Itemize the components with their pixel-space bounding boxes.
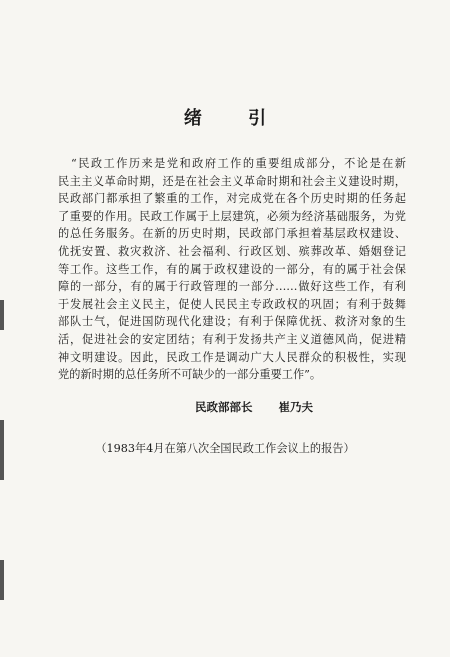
source-note: （1983年4月在第八次全国民政工作会议上的报告）	[95, 442, 355, 455]
signature-position: 民政部部长	[195, 400, 253, 414]
paragraph-line: 党的新时期的总任务所不可缺少的一部分重要工作”。	[58, 368, 322, 382]
paragraph-line: 了重要的作用。民政工作属于上层建筑，必须为经济基础服务，为党	[58, 209, 406, 223]
paragraph-line: 优抚安置、救灾救济、社会福利、行政区划、殡葬改革、婚姻登记	[58, 244, 406, 258]
paragraph-line: 等工作。这些工作，有的属于政权建设的一部分，有的属于社会保	[58, 262, 406, 276]
page-title: 绪 引	[183, 108, 287, 129]
signature-name: 崔乃夫	[278, 400, 313, 414]
paragraph-line: 神文明建设。因此，民政工作是调动广大人民群众的积极性，实现	[58, 350, 406, 364]
paragraph-line: 障的一部分，有的属于行政管理的一部分……做好这些工作，有利	[58, 280, 406, 294]
scan-edge-mark	[0, 560, 4, 600]
paragraph-line: 于发展社会主义民主，促使人民民主专政政权的巩固；有利于鼓舞	[58, 297, 406, 311]
signature	[195, 399, 313, 415]
paragraph-line: 部队士气，促进国防现代化建设；有利于保障优抚、救济对象的生	[58, 315, 406, 329]
paragraph-line: “民政工作历来是党和政府工作的重要组成部分，不论是在新	[71, 157, 406, 170]
scan-edge-mark	[0, 300, 4, 330]
paragraph-line: 民主主义革命时期，还是在社会主义革命时期和社会主义建设时期，	[58, 174, 406, 188]
paragraph-line: 活，促进社会的安定团结；有利于发扬共产主义道德风尚，促进精	[58, 332, 406, 346]
quote-paragraph	[58, 155, 406, 384]
paragraph-line: 的总任务服务。在新的历史时期，民政部门承担着基层政权建设、	[58, 227, 406, 241]
paragraph-line: 民政部门都承担了繁重的工作，对完成党在各个历史时期的任务起	[58, 192, 406, 206]
